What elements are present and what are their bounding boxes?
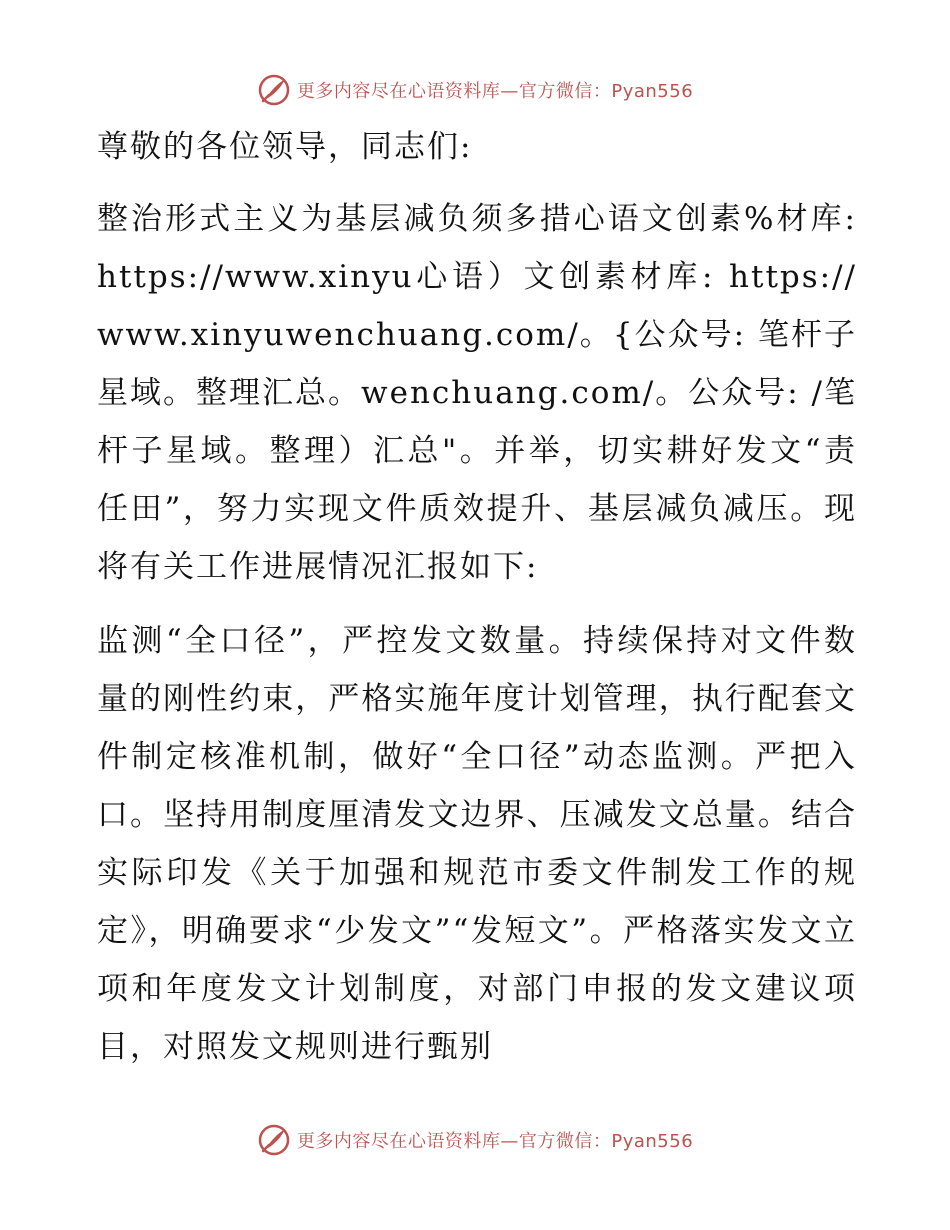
footer-watermark-banner (0, 1120, 950, 1160)
salutation-paragraph: 尊敬的各位领导，同志们: (97, 129, 473, 165)
footer-watermark-text: 更多内容尽在心语资料库—官方微信：Pyan556 (296, 1131, 694, 1152)
feather-pen-icon (257, 73, 291, 107)
header-watermark-banner (0, 70, 950, 110)
document-body (97, 118, 857, 1092)
feather-pen-icon (257, 1123, 291, 1157)
intro-paragraph: 整治形式主义为基层减负须多措心语文创素%材库: https://www.xinyu心语）文创素材库: https://www.xinyuwenchuang.com/。{公众号: 笔杆子星域。整理汇总。wenchuang.com/。公众号: /笔杆子星域。整理）汇总"。并举，切实耕好发文“责任田”，努力实现文件质效提升、基层减负减压。现将有关工作进展情况汇报如下: (97, 201, 857, 585)
header-watermark-text: 更多内容尽在心语资料库—官方微信：Pyan556 (296, 81, 694, 102)
body-paragraph: 监测“全口径”，严控发文数量。持续保持对文件数量的刚性约束，严格实施年度计划管理，执行配套文件制定核准机制，做好“全口径”动态监测。严把入口。坚持用制度厘清发文边界、压减发文总量。结合实际印发《关于加强和规范市委文件制发工作的规定》，明确要求“少发文”“发短文”。严格落实发文立项和年度发文计划制度，对部门申报的发文建议项目，对照发文规则进行甄别 (97, 623, 857, 1065)
